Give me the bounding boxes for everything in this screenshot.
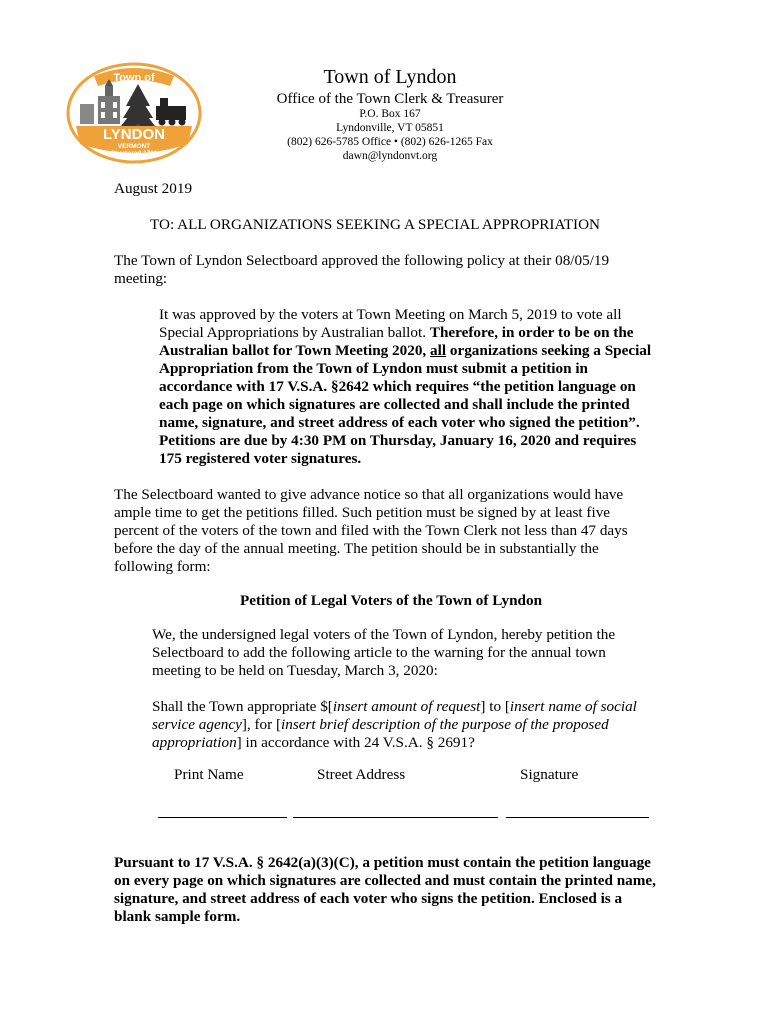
- column-street-address: Street Address: [317, 766, 406, 783]
- notice-line-2: ample time to get the petitions filled. Such petition must be signed by at least five: [114, 504, 611, 521]
- intro-line-2: meeting:: [114, 270, 168, 287]
- article-line-2: [152, 716, 609, 734]
- article-1-mid: ] to [: [480, 698, 510, 715]
- seal-top-text: Town of: [113, 72, 155, 84]
- article-1-amount: insert amount of request: [332, 698, 481, 715]
- print-name-line: [158, 817, 287, 818]
- article-line-1: [152, 698, 637, 716]
- policy-line-2-plain: Special Appropriations by Australian ballot.: [159, 324, 430, 341]
- policy-line-8: Petitions are due by 4:30 PM on Thursday, January 16, 2020 and requires: [159, 432, 637, 449]
- policy-line-5: accordance with 17 V.S.A. §2642 which requires “the petition language on: [159, 378, 636, 395]
- policy-line-6: each page on which signatures are collected and shall include the printed: [159, 396, 630, 413]
- town-seal-logo: [66, 62, 202, 164]
- article-3-appropriation: appropriation: [152, 734, 237, 751]
- petition-line-2: Selectboard to add the following article to the warning for the annual town: [152, 644, 606, 661]
- policy-line-3-post: organizations seeking a Special: [446, 342, 652, 359]
- footer-line-1: Pursuant to 17 V.S.A. § 2642(a)(3)(C), a petition must contain the petition language: [114, 854, 651, 871]
- article-2-mid: ], for [: [241, 716, 282, 733]
- notice-line-3: percent of the voters of the town and filed with the Town Clerk not less than 47 days: [114, 522, 628, 539]
- policy-line-2: [159, 324, 634, 342]
- seal-state-text: VERMONT: [117, 143, 151, 150]
- article-line-3: [152, 734, 475, 752]
- article-2-description: insert brief description of the purpose of the proposed: [281, 716, 609, 733]
- letter-date: August 2019: [114, 180, 193, 197]
- footer-line-3: signature, and street address of each voter who signs the petition. Enclosed is a: [114, 890, 623, 907]
- letterhead-title: Town of Lyndon: [323, 66, 457, 88]
- letterhead-subtitle: Office of the Town Clerk & Treasurer: [276, 91, 504, 107]
- policy-line-4: Appropriation from the Town of Lyndon must submit a petition in: [159, 360, 588, 377]
- seal-chartered-text: Chartered 1781: [110, 150, 158, 157]
- article-3-post: ] in accordance with 24 V.S.A. § 2691?: [236, 734, 475, 751]
- petition-title: Petition of Legal Voters of the Town of Lyndon: [239, 592, 543, 609]
- footer-line-2: on every page on which signatures are collected and must contain the printed name,: [114, 872, 656, 889]
- to-line: TO: ALL ORGANIZATIONS SEEKING A SPECIAL APPROPRIATION: [150, 216, 601, 233]
- notice-line-4: before the day of the annual meeting. The petition should be in substantially the: [114, 540, 599, 557]
- article-2-agency: service agency: [152, 716, 242, 733]
- street-address-line: [293, 817, 498, 818]
- signature-line: [506, 817, 649, 818]
- policy-line-3-underlined: all: [430, 342, 447, 359]
- letterhead-phone: (802) 626-5785 Office • (802) 626-1265 Fax: [287, 136, 493, 148]
- policy-line-3: [159, 342, 651, 360]
- policy-line-7: name, signature, and street address of each voter who signed the petition”.: [159, 414, 640, 431]
- seal-main-text: LYNDON: [103, 126, 165, 143]
- column-print-name: Print Name: [174, 766, 244, 783]
- letterhead-city: Lyndonville, VT 05851: [336, 122, 444, 134]
- petition-line-1: We, the undersigned legal voters of the Town of Lyndon, hereby petition the: [152, 626, 616, 643]
- policy-line-3-pre: Australian ballot for Town Meeting 2020,: [159, 342, 431, 359]
- petition-line-3: meeting to be held on Tuesday, March 3, 2020:: [152, 662, 438, 679]
- article-1-agency: insert name of social: [509, 698, 637, 715]
- policy-line-1: It was approved by the voters at Town Meeting on March 5, 2019 to vote all: [159, 306, 622, 323]
- article-1-pre: Shall the Town appropriate $[: [152, 698, 333, 715]
- notice-line-1: The Selectboard wanted to give advance notice so that all organizations would have: [114, 486, 624, 503]
- policy-line-9: 175 registered voter signatures.: [159, 450, 362, 467]
- letterhead-po-box: P.O. Box 167: [359, 108, 421, 120]
- notice-line-5: following form:: [114, 558, 211, 575]
- letterhead-email: dawn@lyndonvt.org: [342, 150, 438, 162]
- intro-line-1: The Town of Lyndon Selectboard approved the following policy at their 08/05/19: [114, 252, 610, 269]
- column-signature: Signature: [520, 766, 579, 783]
- footer-line-4: blank sample form.: [114, 908, 241, 925]
- policy-line-2-bold: Therefore, in order to be on the: [429, 324, 634, 341]
